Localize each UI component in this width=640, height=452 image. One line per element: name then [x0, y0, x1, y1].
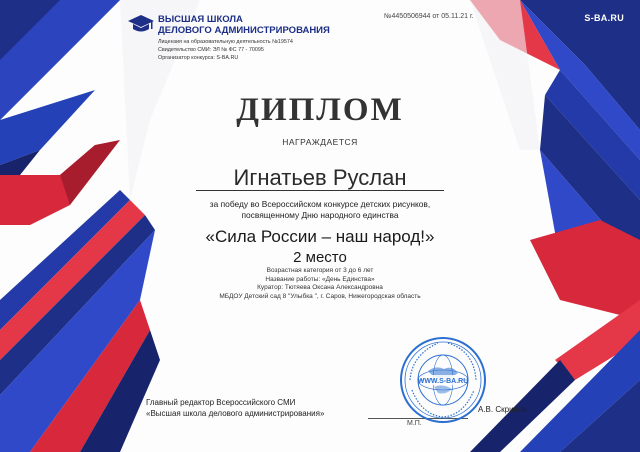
diploma-title: ДИПЛОМ [236, 92, 404, 128]
editor-title-line2: «Высшая школа делового администрирования» [146, 409, 325, 418]
place-result: 2 место [293, 249, 347, 266]
organization-name [158, 14, 330, 36]
school-name: МБДОУ Детский сад 8 "Улыбка ", г. Саров, Нижегородская область [219, 292, 421, 300]
recipient-name: Игнатьев Руслан [233, 165, 407, 190]
stamp-place-label: М.П. [407, 420, 422, 427]
site-link[interactable]: S-BA.RU [584, 13, 624, 23]
curator-name: Куратор: Тютяева Оксана Александровна [257, 284, 383, 291]
organization-name-line1: ВЫСШАЯ ШКОЛА [158, 14, 243, 25]
award-reason [150, 199, 490, 221]
document-number: №4450506944 от 05.11.21 г. [384, 13, 474, 20]
age-category: Возрастная категория от 3 до 6 лет [266, 267, 374, 274]
work-title: Название работы: «День Единства» [265, 275, 375, 283]
seal-text: WWW.S-BA.RU [417, 378, 469, 385]
official-seal [398, 335, 488, 425]
award-reason-line2: посвященному Дню народного единства [241, 210, 399, 220]
editor-title [146, 397, 324, 419]
organizer-text: Организатор конкурса: S-BA.RU [158, 55, 239, 61]
organization-name-line2: ДЕЛОВОГО АДМИНИСТРИРОВАНИЯ [158, 25, 330, 36]
awarded-caption: НАГРАЖДАЕТСЯ [282, 137, 358, 147]
editor-title-line1: Главный редактор Всероссийского СМИ [146, 398, 296, 407]
recipient-underline [196, 190, 444, 191]
organization-credentials [158, 38, 293, 62]
participant-details [130, 267, 510, 301]
graduation-cap-icon [128, 14, 154, 34]
smi-certificate-text: Свидетельство СМИ: ЭЛ № ФС 77 - 70095 [158, 47, 264, 53]
contest-name: «Сила России – наш народ!» [205, 227, 435, 246]
award-reason-line1: за победу во Всероссийском конкурсе детских рисунков, [209, 199, 431, 209]
signer-name: А.В. Скрипов [478, 405, 527, 414]
license-text: Лицензия на образовательную деятельность №19574 [158, 39, 293, 45]
